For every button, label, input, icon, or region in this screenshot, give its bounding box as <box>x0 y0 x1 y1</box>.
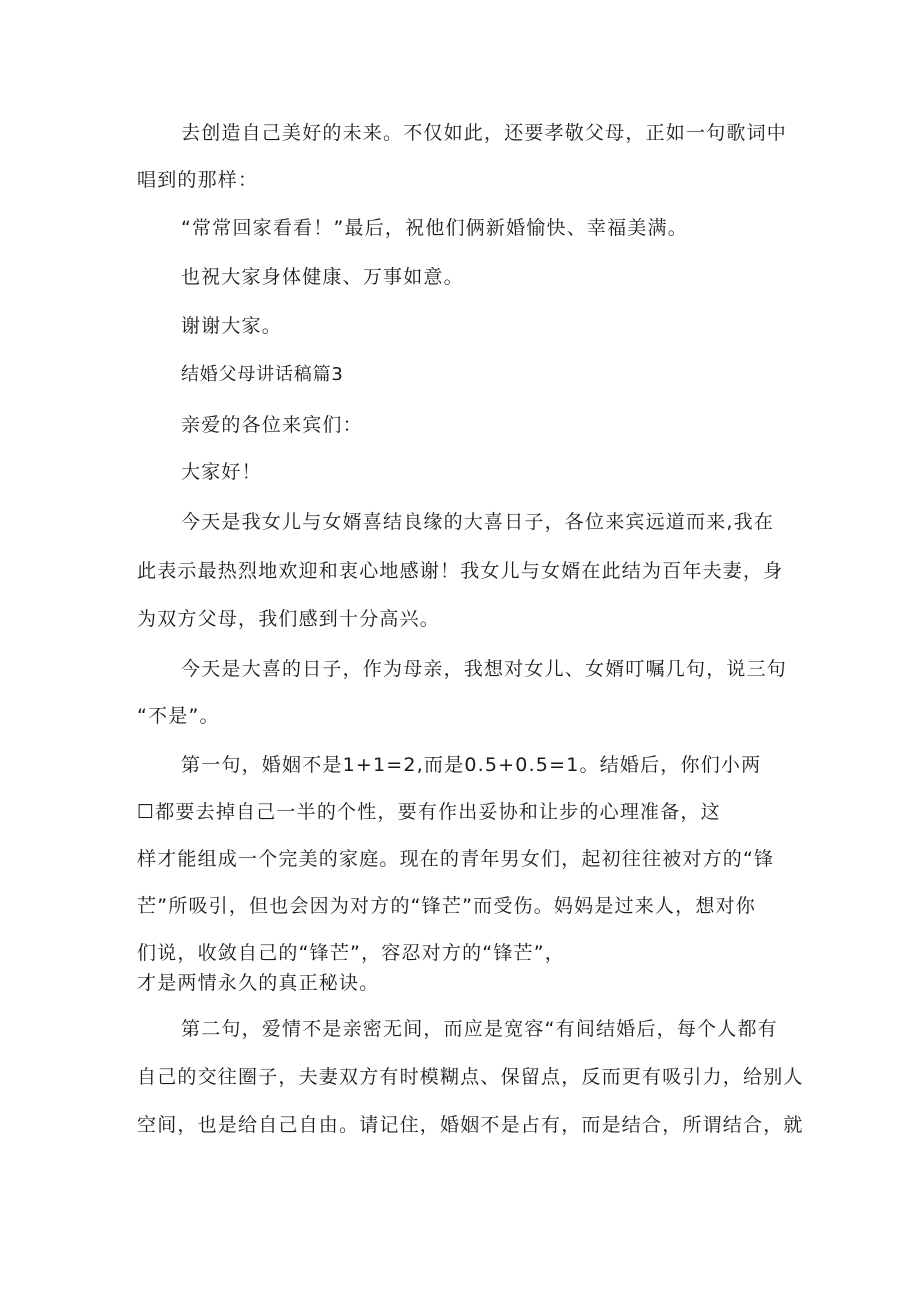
paragraph-line-2: 唱到的那样： <box>137 169 259 191</box>
paragraph-line-3: “常常回家看看！”最后，祝他们俩新婚愉快、幸福美满。 <box>181 217 688 239</box>
paragraph-line-10: 此表示最热烈地欢迎和衷心地感谢！我女儿与女婿在此结为百年夫妻，身 <box>137 560 784 582</box>
paragraph-line-4: 也祝大家身体健康、万事如意。 <box>181 266 464 288</box>
section-heading: 结婚父母讲话稿篇3 <box>181 364 344 385</box>
paragraph-line-15: ☐都要去掉自己一半的个性，要有作出妥协和让步的心理准备，这 <box>137 801 721 823</box>
paragraph-line-7: 亲爱的各位来宾们： <box>181 414 363 436</box>
paragraph-line-19: 才是两情永久的真正秘诀。 <box>137 972 380 994</box>
paragraph-line-12: 今天是大喜的日子，作为母亲，我想对女儿、女婿叮嘱几句，说三句 <box>181 658 788 680</box>
paragraph-line-14: 第一句，婚姻不是1+1=2,而是0.5+0.5=1。结婚后，你们小两 <box>181 754 762 776</box>
paragraph-line-8: 大家好！ <box>181 461 262 483</box>
paragraph-line-1: 去创造自己美好的未来。不仅如此，还要孝敬父母，正如一句歌词中 <box>181 122 788 144</box>
paragraph-line-11: 为双方父母，我们感到十分高兴。 <box>137 608 441 630</box>
paragraph-line-22: 空间，也是给自己自由。请记住，婚姻不是占有，而是结合，所谓结合，就 <box>137 1114 804 1136</box>
paragraph-line-16: 样才能组成一个完美的家庭。现在的青年男女们，起初往往被对方的“锋 <box>137 848 775 870</box>
paragraph-line-21: 自己的交往圈子，夫妻双方有时模糊点、保留点，反而更有吸引力，给别人 <box>137 1066 804 1088</box>
paragraph-line-17: 芒”所吸引，但也会因为对方的“锋芒”而受伤。妈妈是过来人，想对你 <box>137 895 756 917</box>
paragraph-line-9: 今天是我女儿与女婿喜结良缘的大喜日子，各位来宾远道而来,我在 <box>181 511 775 533</box>
paragraph-line-18: 们说，收敛自己的“锋芒”，容忍对方的“锋芒”， <box>137 942 565 964</box>
paragraph-line-20: 第二句，爱情不是亲密无间，而应是宽容“有间结婚后，每个人都有 <box>181 1018 778 1040</box>
paragraph-line-5: 谢谢大家。 <box>181 315 283 337</box>
paragraph-line-13: “不是”。 <box>137 705 220 727</box>
